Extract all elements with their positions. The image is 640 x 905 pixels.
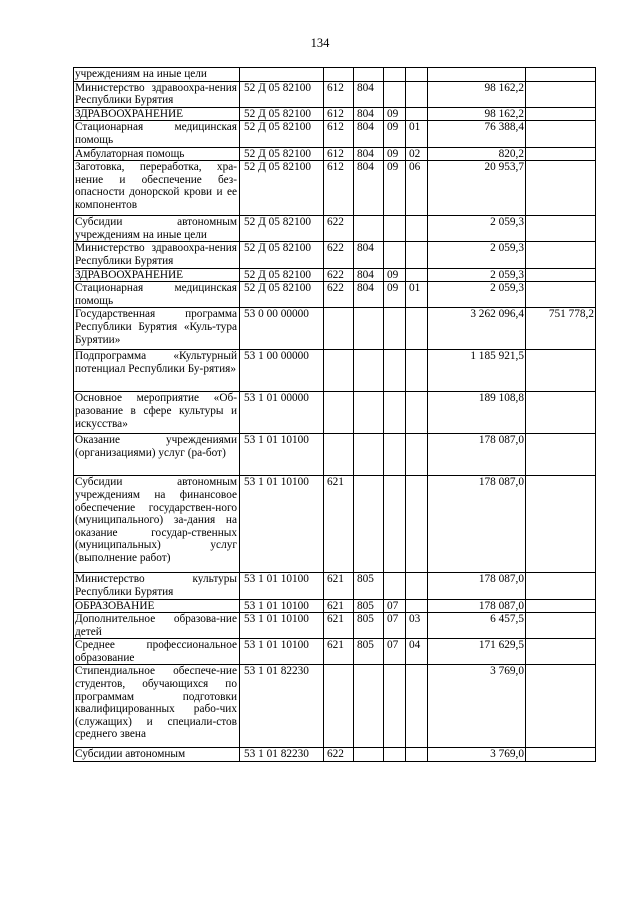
- row-amount-federal: [526, 748, 596, 762]
- row-subsection: [406, 573, 428, 599]
- row-target-code: 52 Д 05 82100: [240, 268, 324, 282]
- row-amount-federal: [526, 476, 596, 573]
- row-subsection: [406, 392, 428, 434]
- table-row: [74, 147, 596, 161]
- row-amount: 189 108,8: [428, 392, 526, 434]
- row-amount: 98 162,2: [428, 81, 526, 107]
- row-expense-type: 621: [324, 573, 354, 599]
- row-subsection: [406, 268, 428, 282]
- row-name: учреждениям на иные цели: [74, 68, 240, 82]
- row-expense-type: [324, 350, 354, 392]
- row-section: [384, 242, 406, 268]
- row-section: 09: [384, 161, 406, 216]
- row-administrator: [354, 748, 384, 762]
- row-name: Подпрограмма «Культурный потенциал Республики Бу-рятия»: [74, 350, 240, 392]
- row-amount: 3 769,0: [428, 748, 526, 762]
- row-expense-type: 622: [324, 268, 354, 282]
- row-section: [384, 665, 406, 748]
- row-section: [384, 350, 406, 392]
- row-amount-federal: [526, 216, 596, 242]
- table-row: [74, 216, 596, 242]
- row-amount: 2 059,3: [428, 216, 526, 242]
- row-name: Амбулаторная помощь: [74, 147, 240, 161]
- row-section: [384, 748, 406, 762]
- row-section: 09: [384, 147, 406, 161]
- row-amount: 178 087,0: [428, 434, 526, 476]
- budget-table: [73, 67, 596, 762]
- row-name: ОБРАЗОВАНИЕ: [74, 599, 240, 613]
- row-name: Дополнительное образова-ние детей: [74, 613, 240, 639]
- row-section: 09: [384, 107, 406, 121]
- row-administrator: [354, 434, 384, 476]
- row-section: [384, 392, 406, 434]
- table-row: [74, 68, 596, 82]
- row-amount: 76 388,4: [428, 121, 526, 147]
- table-row: [74, 599, 596, 613]
- row-administrator: 804: [354, 121, 384, 147]
- row-section: 09: [384, 282, 406, 308]
- row-amount: 820,2: [428, 147, 526, 161]
- table-row: [74, 434, 596, 476]
- row-amount: 2 059,3: [428, 268, 526, 282]
- row-amount-federal: [526, 639, 596, 665]
- row-expense-type: 612: [324, 81, 354, 107]
- row-subsection: [406, 107, 428, 121]
- row-administrator: 805: [354, 599, 384, 613]
- row-amount-federal: [526, 81, 596, 107]
- row-name: Заготовка, переработка, хра-нение и обеспечение без-опасности донорской крови и ее компонентов: [74, 161, 240, 216]
- row-amount: 98 162,2: [428, 107, 526, 121]
- row-name: Оказание учреждениями (организациями) услуг (ра-бот): [74, 434, 240, 476]
- row-name: Министерство культуры Республики Бурятия: [74, 573, 240, 599]
- row-subsection: 01: [406, 282, 428, 308]
- row-section: [384, 573, 406, 599]
- row-administrator: 804: [354, 147, 384, 161]
- row-amount: 3 262 096,4: [428, 308, 526, 350]
- row-target-code: 53 1 01 10100: [240, 599, 324, 613]
- row-amount-federal: 751 778,2: [526, 308, 596, 350]
- row-amount: 171 629,5: [428, 639, 526, 665]
- row-amount-federal: [526, 242, 596, 268]
- row-amount-federal: [526, 282, 596, 308]
- row-name: Министерство здравоохра-нения Республики Бурятия: [74, 81, 240, 107]
- row-expense-type: 622: [324, 748, 354, 762]
- row-subsection: [406, 599, 428, 613]
- row-expense-type: 622: [324, 216, 354, 242]
- table-row: [74, 107, 596, 121]
- row-target-code: 52 Д 05 82100: [240, 242, 324, 268]
- row-name: Среднее профессиональное образование: [74, 639, 240, 665]
- row-target-code: 52 Д 05 82100: [240, 121, 324, 147]
- row-administrator: 805: [354, 573, 384, 599]
- row-target-code: 53 1 01 10100: [240, 573, 324, 599]
- row-amount-federal: [526, 599, 596, 613]
- row-expense-type: 621: [324, 613, 354, 639]
- table-row: [74, 282, 596, 308]
- row-amount: [428, 68, 526, 82]
- row-administrator: [354, 216, 384, 242]
- row-amount: 2 059,3: [428, 242, 526, 268]
- row-amount-federal: [526, 392, 596, 434]
- row-subsection: [406, 748, 428, 762]
- row-amount-federal: [526, 161, 596, 216]
- row-amount-federal: [526, 268, 596, 282]
- row-expense-type: 621: [324, 639, 354, 665]
- table-row: [74, 748, 596, 762]
- row-target-code: 53 1 01 10100: [240, 613, 324, 639]
- row-amount-federal: [526, 434, 596, 476]
- row-name: Министерство здравоохра-нения Республики Бурятия: [74, 242, 240, 268]
- row-expense-type: [324, 434, 354, 476]
- row-subsection: [406, 308, 428, 350]
- row-name: Стипендиальное обеспече-ние студентов, обучающихся по программам подготовки квалифицированных рабо-чих (служащих) и специали-стов среднего звена: [74, 665, 240, 748]
- row-name: Субсидии автономным учреждениям на финансовое обеспечение государствен-ного (муниципального) за-дания на оказание государ-ственных (муниципальных) услуг (выполнение работ): [74, 476, 240, 573]
- row-administrator: [354, 665, 384, 748]
- row-expense-type: [324, 665, 354, 748]
- row-section: 07: [384, 639, 406, 665]
- row-subsection: 01: [406, 121, 428, 147]
- table-row: [74, 665, 596, 748]
- row-amount: 3 769,0: [428, 665, 526, 748]
- row-administrator: 805: [354, 639, 384, 665]
- row-target-code: 52 Д 05 82100: [240, 216, 324, 242]
- row-target-code: [240, 68, 324, 82]
- row-administrator: 804: [354, 242, 384, 268]
- row-expense-type: [324, 308, 354, 350]
- table-row: [74, 268, 596, 282]
- row-section: 09: [384, 121, 406, 147]
- table-row: [74, 242, 596, 268]
- row-amount-federal: [526, 613, 596, 639]
- row-expense-type: 612: [324, 107, 354, 121]
- row-administrator: 804: [354, 282, 384, 308]
- row-name: Стационарная медицинская помощь: [74, 121, 240, 147]
- row-target-code: 53 0 00 00000: [240, 308, 324, 350]
- row-subsection: [406, 242, 428, 268]
- row-target-code: 52 Д 05 82100: [240, 147, 324, 161]
- row-name: ЗДРАВООХРАНЕНИЕ: [74, 268, 240, 282]
- row-expense-type: 622: [324, 282, 354, 308]
- row-amount-federal: [526, 665, 596, 748]
- row-target-code: 53 1 00 00000: [240, 350, 324, 392]
- row-amount-federal: [526, 107, 596, 121]
- row-administrator: [354, 308, 384, 350]
- row-name: Стационарная медицинская помощь: [74, 282, 240, 308]
- row-amount: 178 087,0: [428, 476, 526, 573]
- row-expense-type: 612: [324, 121, 354, 147]
- row-target-code: 53 1 01 82230: [240, 748, 324, 762]
- table-body: [74, 68, 596, 762]
- row-target-code: 53 1 01 10100: [240, 639, 324, 665]
- row-name: Государственная программа Республики Бурятия «Куль-тура Бурятии»: [74, 308, 240, 350]
- row-subsection: 04: [406, 639, 428, 665]
- row-amount-federal: [526, 121, 596, 147]
- row-administrator: 804: [354, 161, 384, 216]
- row-expense-type: [324, 68, 354, 82]
- table-row: [74, 81, 596, 107]
- row-expense-type: 612: [324, 161, 354, 216]
- row-amount: 6 457,5: [428, 613, 526, 639]
- row-subsection: 06: [406, 161, 428, 216]
- row-section: [384, 68, 406, 82]
- row-name: Субсидии автономным учреждениям на иные цели: [74, 216, 240, 242]
- row-target-code: 52 Д 05 82100: [240, 282, 324, 308]
- row-target-code: 52 Д 05 82100: [240, 81, 324, 107]
- row-subsection: [406, 665, 428, 748]
- row-administrator: [354, 68, 384, 82]
- row-target-code: 53 1 01 10100: [240, 476, 324, 573]
- row-expense-type: 622: [324, 242, 354, 268]
- row-amount-federal: [526, 68, 596, 82]
- row-expense-type: 621: [324, 476, 354, 573]
- table-row: [74, 161, 596, 216]
- row-amount-federal: [526, 573, 596, 599]
- row-name: ЗДРАВООХРАНЕНИЕ: [74, 107, 240, 121]
- row-section: 09: [384, 268, 406, 282]
- row-subsection: [406, 476, 428, 573]
- row-administrator: 804: [354, 268, 384, 282]
- table-row: [74, 308, 596, 350]
- row-amount: 178 087,0: [428, 573, 526, 599]
- row-section: [384, 434, 406, 476]
- row-amount: 2 059,3: [428, 282, 526, 308]
- page-number: 134: [310, 36, 330, 50]
- row-expense-type: 612: [324, 147, 354, 161]
- table-row: [74, 639, 596, 665]
- row-amount-federal: [526, 147, 596, 161]
- row-target-code: 53 1 01 82230: [240, 665, 324, 748]
- row-section: 07: [384, 613, 406, 639]
- row-section: [384, 216, 406, 242]
- row-section: [384, 308, 406, 350]
- row-administrator: 805: [354, 613, 384, 639]
- row-administrator: 804: [354, 107, 384, 121]
- row-target-code: 52 Д 05 82100: [240, 161, 324, 216]
- row-section: [384, 81, 406, 107]
- table-row: [74, 613, 596, 639]
- row-section: 07: [384, 599, 406, 613]
- row-subsection: [406, 350, 428, 392]
- row-administrator: [354, 476, 384, 573]
- table-row: [74, 392, 596, 434]
- row-subsection: 02: [406, 147, 428, 161]
- row-administrator: 804: [354, 81, 384, 107]
- row-amount: 20 953,7: [428, 161, 526, 216]
- table-row: [74, 350, 596, 392]
- row-subsection: [406, 434, 428, 476]
- row-amount-federal: [526, 350, 596, 392]
- row-target-code: 53 1 01 00000: [240, 392, 324, 434]
- row-target-code: 53 1 01 10100: [240, 434, 324, 476]
- row-target-code: 52 Д 05 82100: [240, 107, 324, 121]
- row-name: Основное мероприятие «Об-разование в сфере культуры и искусства»: [74, 392, 240, 434]
- row-subsection: 03: [406, 613, 428, 639]
- table-row: [74, 573, 596, 599]
- row-subsection: [406, 81, 428, 107]
- row-subsection: [406, 216, 428, 242]
- row-amount: 178 087,0: [428, 599, 526, 613]
- table-row: [74, 121, 596, 147]
- row-subsection: [406, 68, 428, 82]
- row-administrator: [354, 392, 384, 434]
- row-name: Субсидии автономным: [74, 748, 240, 762]
- row-expense-type: [324, 392, 354, 434]
- row-section: [384, 476, 406, 573]
- row-administrator: [354, 350, 384, 392]
- row-amount: 1 185 921,5: [428, 350, 526, 392]
- row-expense-type: 621: [324, 599, 354, 613]
- table-row: [74, 476, 596, 573]
